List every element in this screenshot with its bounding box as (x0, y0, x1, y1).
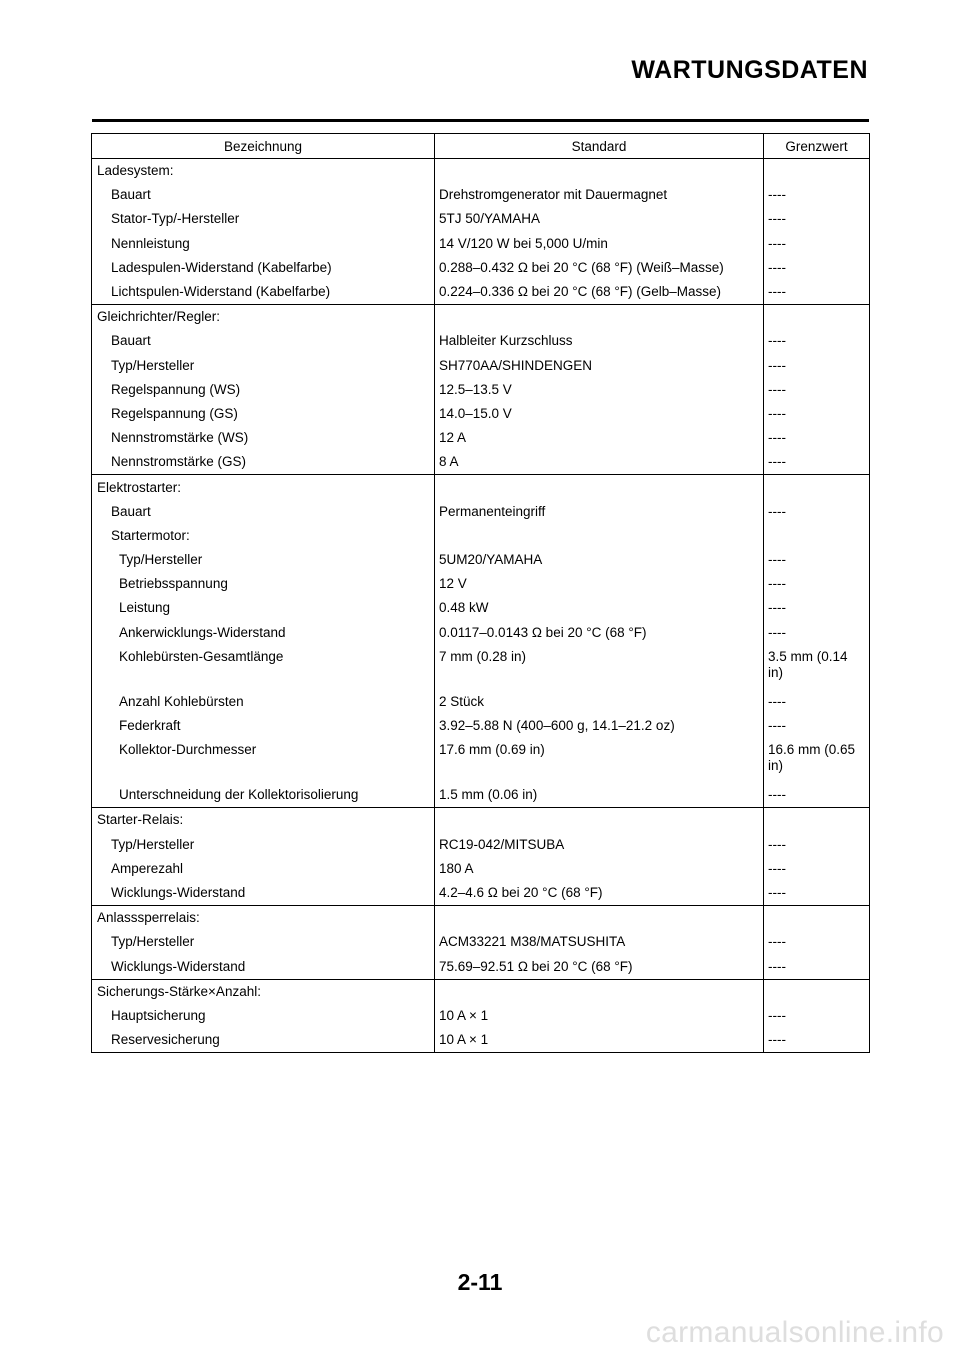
table-header-row (92, 134, 870, 159)
row-name: Federkraft (92, 714, 435, 738)
row-standard: 14.0–15.0 V (435, 402, 764, 426)
table-row (92, 596, 870, 620)
row-standard: 17.6 mm (0.69 in) (435, 738, 764, 783)
table-row (92, 954, 870, 979)
row-limit: ---- (764, 1004, 870, 1028)
row-name: Typ/Hersteller (92, 548, 435, 572)
row-standard: 5UM20/YAMAHA (435, 548, 764, 572)
header-standard: Standard (435, 134, 764, 159)
row-standard: Drehstromgenerator mit Dauermagnet (435, 183, 764, 207)
header-bezeichnung: Bezeichnung (92, 134, 435, 159)
row-name: Typ/Hersteller (92, 354, 435, 378)
row-limit: ---- (764, 500, 870, 524)
table-row (92, 930, 870, 954)
row-standard (435, 808, 764, 833)
row-standard: 75.69–92.51 Ω bei 20 °C (68 °F) (435, 954, 764, 979)
row-name: Anlasssperrelais: (92, 906, 435, 931)
row-standard (435, 906, 764, 931)
row-standard: 0.0117–0.0143 Ω bei 20 °C (68 °F) (435, 621, 764, 645)
table-row (92, 232, 870, 256)
watermark: carmanualsonline.info (645, 1316, 944, 1349)
row-name: Ladesystem: (92, 159, 435, 184)
table-row (92, 833, 870, 857)
row-limit: ---- (764, 354, 870, 378)
table-row (92, 881, 870, 906)
row-limit (764, 808, 870, 833)
row-name: Bauart (92, 329, 435, 353)
table-row (92, 783, 870, 808)
row-standard: 14 V/120 W bei 5,000 U/min (435, 232, 764, 256)
row-standard: Halbleiter Kurzschluss (435, 329, 764, 353)
row-name: Regelspannung (WS) (92, 378, 435, 402)
row-limit: ---- (764, 621, 870, 645)
row-name: Ladespulen-Widerstand (Kabelfarbe) (92, 256, 435, 280)
row-standard: 10 A × 1 (435, 1028, 764, 1053)
row-name: Regelspannung (GS) (92, 402, 435, 426)
row-standard: 12.5–13.5 V (435, 378, 764, 402)
row-standard: 10 A × 1 (435, 1004, 764, 1028)
row-limit: ---- (764, 1028, 870, 1053)
row-name: Reservesicherung (92, 1028, 435, 1053)
row-standard: 3.92–5.88 N (400–600 g, 14.1–21.2 oz) (435, 714, 764, 738)
table-row (92, 183, 870, 207)
row-limit: ---- (764, 783, 870, 808)
row-standard: 180 A (435, 857, 764, 881)
row-standard: 7 mm (0.28 in) (435, 645, 764, 690)
row-name: Starter-Relais: (92, 808, 435, 833)
row-name: Bauart (92, 500, 435, 524)
row-limit: 3.5 mm (0.14 in) (764, 645, 870, 690)
row-name: Unterschneidung der Kollektorisolierung (92, 783, 435, 808)
row-limit: ---- (764, 183, 870, 207)
row-limit (764, 159, 870, 184)
row-standard: RC19-042/MITSUBA (435, 833, 764, 857)
row-name: Gleichrichter/Regler: (92, 305, 435, 330)
row-standard: 5TJ 50/YAMAHA (435, 207, 764, 231)
row-limit (764, 524, 870, 548)
row-limit (764, 305, 870, 330)
row-limit: ---- (764, 378, 870, 402)
row-limit: ---- (764, 596, 870, 620)
table-row (92, 714, 870, 738)
row-name: Bauart (92, 183, 435, 207)
table-row (92, 1028, 870, 1053)
row-standard (435, 475, 764, 500)
row-name: Typ/Hersteller (92, 930, 435, 954)
table-row (92, 475, 870, 500)
row-limit: ---- (764, 690, 870, 714)
row-name: Kollektor-Durchmesser (92, 738, 435, 783)
row-name: Ankerwicklungs-Widerstand (92, 621, 435, 645)
row-standard (435, 159, 764, 184)
row-standard: 4.2–4.6 Ω bei 20 °C (68 °F) (435, 881, 764, 906)
row-limit: ---- (764, 572, 870, 596)
table-row (92, 1004, 870, 1028)
row-name: Amperezahl (92, 857, 435, 881)
title-rule (92, 119, 869, 122)
row-standard: 0.224–0.336 Ω bei 20 °C (68 °F) (Gelb–Masse) (435, 280, 764, 305)
row-limit: ---- (764, 207, 870, 231)
row-name: Kohlebürsten-Gesamtlänge (92, 645, 435, 690)
row-standard (435, 305, 764, 330)
row-standard: 1.5 mm (0.06 in) (435, 783, 764, 808)
header-grenzwert: Grenzwert (764, 134, 870, 159)
table-row (92, 738, 870, 783)
row-limit: ---- (764, 402, 870, 426)
table-row (92, 524, 870, 548)
row-standard (435, 979, 764, 1004)
table-row (92, 159, 870, 184)
row-limit (764, 906, 870, 931)
row-limit: 16.6 mm (0.65 in) (764, 738, 870, 783)
row-name: Lichtspulen-Widerstand (Kabelfarbe) (92, 280, 435, 305)
row-name: Betriebsspannung (92, 572, 435, 596)
row-standard: ACM33221 M38/MATSUSHITA (435, 930, 764, 954)
row-standard: 8 A (435, 450, 764, 475)
row-name: Anzahl Kohlebürsten (92, 690, 435, 714)
row-name: Sicherungs-Stärke×Anzahl: (92, 979, 435, 1004)
table-row (92, 378, 870, 402)
row-name: Leistung (92, 596, 435, 620)
table-row (92, 329, 870, 353)
row-name: Nennleistung (92, 232, 435, 256)
table-row (92, 857, 870, 881)
row-limit: ---- (764, 881, 870, 906)
row-limit: ---- (764, 329, 870, 353)
row-limit: ---- (764, 930, 870, 954)
spec-table (91, 133, 870, 1053)
row-limit: ---- (764, 548, 870, 572)
table-row (92, 280, 870, 305)
row-limit: ---- (764, 954, 870, 979)
table-row (92, 572, 870, 596)
row-limit: ---- (764, 714, 870, 738)
row-name: Hauptsicherung (92, 1004, 435, 1028)
page-number: 2-11 (457, 1269, 503, 1295)
table-row (92, 906, 870, 931)
table-row (92, 621, 870, 645)
row-standard: Permanenteingriff (435, 500, 764, 524)
page-title: WARTUNGSDATEN (631, 56, 868, 84)
row-limit (764, 475, 870, 500)
row-standard: 2 Stück (435, 690, 764, 714)
row-name: Nennstromstärke (GS) (92, 450, 435, 475)
table-row (92, 426, 870, 450)
row-standard: 0.48 kW (435, 596, 764, 620)
table-row (92, 645, 870, 690)
row-limit: ---- (764, 280, 870, 305)
table-row (92, 256, 870, 280)
row-limit: ---- (764, 426, 870, 450)
row-name: Elektrostarter: (92, 475, 435, 500)
table-row (92, 548, 870, 572)
row-standard: 12 A (435, 426, 764, 450)
row-standard: 0.288–0.432 Ω bei 20 °C (68 °F) (Weiß–Masse) (435, 256, 764, 280)
row-name: Wicklungs-Widerstand (92, 954, 435, 979)
row-standard: 12 V (435, 572, 764, 596)
row-name: Typ/Hersteller (92, 833, 435, 857)
row-limit: ---- (764, 232, 870, 256)
row-limit: ---- (764, 256, 870, 280)
row-limit: ---- (764, 857, 870, 881)
table-row (92, 402, 870, 426)
row-standard: SH770AA/SHINDENGEN (435, 354, 764, 378)
table-row (92, 808, 870, 833)
row-name: Stator-Typ/-Hersteller (92, 207, 435, 231)
row-standard (435, 524, 764, 548)
table-row (92, 207, 870, 231)
table-row (92, 500, 870, 524)
row-limit: ---- (764, 833, 870, 857)
row-name: Nennstromstärke (WS) (92, 426, 435, 450)
table-row (92, 354, 870, 378)
row-name: Wicklungs-Widerstand (92, 881, 435, 906)
row-limit: ---- (764, 450, 870, 475)
table-row (92, 979, 870, 1004)
row-name: Startermotor: (92, 524, 435, 548)
table-row (92, 305, 870, 330)
table-row (92, 450, 870, 475)
row-limit (764, 979, 870, 1004)
table-row (92, 690, 870, 714)
